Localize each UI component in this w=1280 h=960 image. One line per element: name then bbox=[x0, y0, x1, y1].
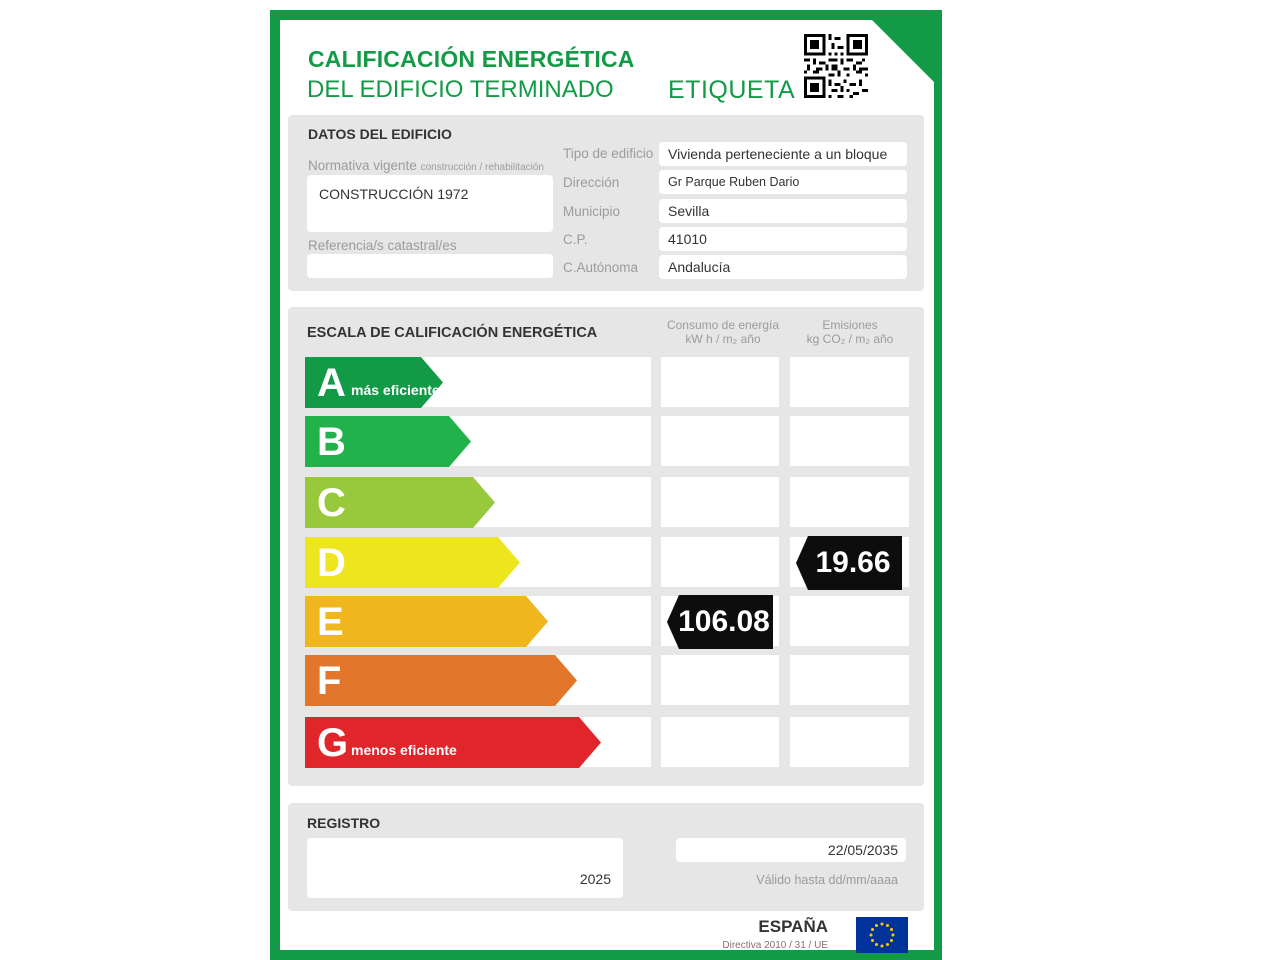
normativa-sublabel: construcción / rehabilitación bbox=[420, 162, 544, 173]
eu-flag-icon bbox=[856, 917, 908, 953]
valid-until-label: Válido hasta dd/mm/aaaa bbox=[756, 873, 898, 887]
title-line1: CALIFICACIÓN ENERGÉTICA bbox=[308, 46, 635, 72]
qr-code-icon bbox=[804, 34, 868, 98]
municipio-label: Municipio bbox=[563, 204, 621, 219]
consumo-cell-b bbox=[661, 416, 779, 466]
consumo-header: Consumo de energía kW h / m₂ año bbox=[666, 318, 780, 346]
energy-label-frame bbox=[270, 10, 942, 960]
direccion-field bbox=[659, 170, 907, 194]
comunidad-field bbox=[659, 255, 907, 279]
registro-field bbox=[307, 838, 623, 898]
etiqueta-title: ETIQUETA bbox=[668, 76, 796, 104]
cp-field bbox=[659, 227, 907, 251]
consumo-tag-value: 106.08 bbox=[678, 605, 770, 638]
rating-arrow-f bbox=[305, 655, 577, 706]
tipo-edificio-value: Vivienda perteneciente a un bloque bbox=[668, 146, 888, 162]
energy-label-body bbox=[280, 20, 934, 950]
direccion-label: Dirección bbox=[563, 175, 620, 190]
rating-letter: A bbox=[317, 361, 346, 405]
energy-scale-panel bbox=[288, 307, 924, 786]
rating-arrow-b bbox=[305, 416, 471, 467]
registro-panel bbox=[288, 803, 924, 911]
municipio-value: Sevilla bbox=[668, 203, 710, 219]
emisiones-cell-c bbox=[790, 477, 909, 527]
rating-arrow-g bbox=[305, 717, 601, 768]
rating-letter: D bbox=[317, 541, 346, 585]
country-label: ESPAÑA bbox=[758, 917, 828, 936]
consumo-cell-f bbox=[661, 655, 779, 705]
building-data-panel bbox=[288, 115, 924, 291]
registro-section-title: REGISTRO bbox=[307, 815, 381, 831]
valid-date-value: 22/05/2035 bbox=[827, 842, 898, 858]
consumo-cell-a bbox=[661, 357, 779, 407]
directive-label: Directiva 2010 / 31 / UE bbox=[722, 940, 828, 951]
scale-section-title: ESCALA DE CALIFICACIÓN ENERGÉTICA bbox=[307, 325, 598, 341]
rating-note: más eficiente bbox=[351, 382, 440, 398]
rating-letter: C bbox=[317, 481, 346, 525]
rating-letter: F bbox=[317, 659, 342, 703]
emisiones-cell-e bbox=[790, 596, 909, 646]
emisiones-cell-f bbox=[790, 655, 909, 705]
tipo-edificio-label: Tipo de edificio bbox=[563, 146, 654, 161]
title-line2: DEL EDIFICIO TERMINADO bbox=[307, 76, 614, 103]
consumo-cell-c bbox=[661, 477, 779, 527]
cp-label: C.P. bbox=[563, 232, 588, 247]
emisiones-cell-g bbox=[790, 717, 909, 767]
building-section-title: DATOS DEL EDIFICIO bbox=[308, 126, 452, 142]
tipo-edificio-field bbox=[659, 142, 907, 166]
consumo-cell-d bbox=[661, 537, 779, 587]
cp-value: 41010 bbox=[668, 231, 707, 247]
emisiones-cell-a bbox=[790, 357, 909, 407]
normativa-field bbox=[307, 175, 553, 232]
emisiones-cell-b bbox=[790, 416, 909, 466]
catastral-field bbox=[307, 254, 553, 278]
emisiones-tag-value: 19.66 bbox=[815, 546, 891, 579]
valid-date-field bbox=[676, 838, 906, 862]
emisiones-tag bbox=[796, 536, 902, 590]
normativa-label: Normativa vigente construcción / rehabilitación bbox=[308, 158, 544, 173]
rating-note: menos eficiente bbox=[351, 742, 457, 758]
comunidad-label: C.Autónoma bbox=[563, 260, 639, 275]
corner-triangle bbox=[872, 20, 934, 82]
comunidad-value: Andalucía bbox=[668, 259, 731, 275]
emisiones-header: Emisiones kg CO₂ / m₂ año bbox=[806, 318, 894, 346]
rating-arrow-d bbox=[305, 537, 520, 588]
rating-arrow-e bbox=[305, 596, 548, 647]
rating-arrow-c bbox=[305, 477, 495, 528]
rating-letter: G bbox=[317, 721, 349, 765]
municipio-field bbox=[659, 199, 907, 223]
consumo-cell-g bbox=[661, 717, 779, 767]
registro-year: 2025 bbox=[579, 871, 611, 887]
catastral-label: Referencia/s catastral/es bbox=[308, 238, 457, 253]
rating-arrow-shape bbox=[305, 655, 577, 706]
rating-letter: B bbox=[317, 420, 346, 464]
direccion-value: Gr Parque Ruben Dario bbox=[668, 175, 800, 189]
rating-arrow-a bbox=[305, 357, 443, 408]
normativa-value: CONSTRUCCIÓN 1972 bbox=[319, 186, 469, 202]
rating-letter: E bbox=[317, 600, 344, 644]
consumo-tag bbox=[667, 595, 773, 649]
